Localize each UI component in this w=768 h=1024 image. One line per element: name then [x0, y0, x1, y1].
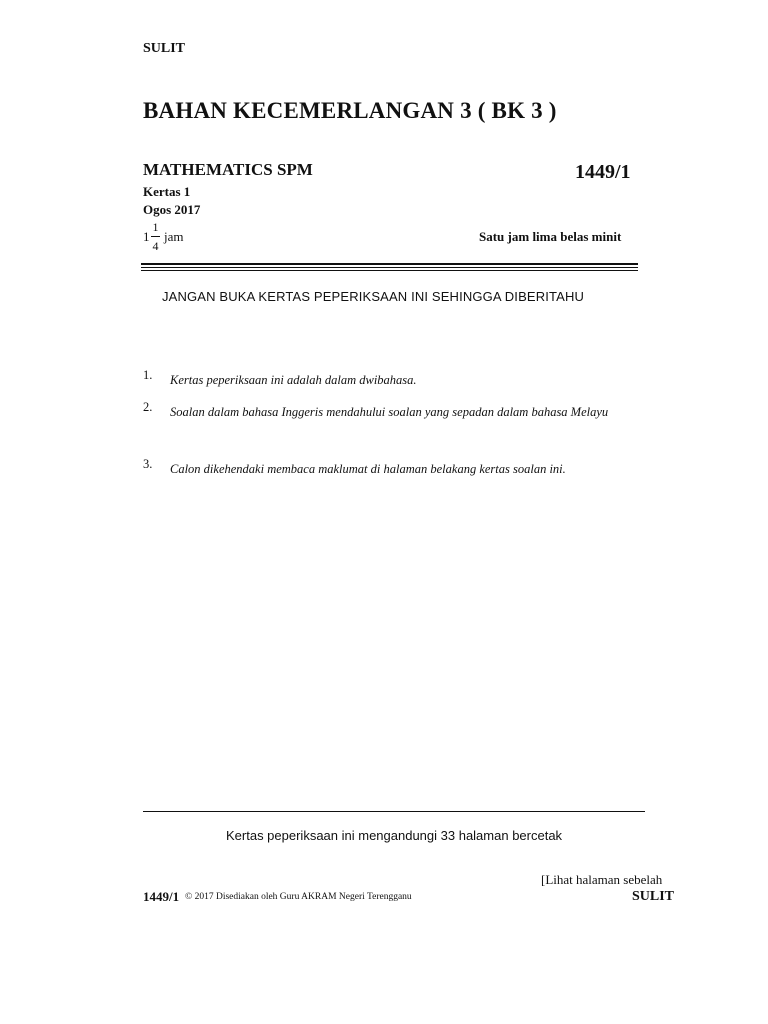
duration-fraction-part: [151, 219, 160, 254]
duration-numerator: 1: [152, 220, 159, 234]
instruction-number: 1.: [143, 368, 153, 382]
header-divider-thick: [141, 263, 638, 265]
duration-whole: 1: [143, 229, 150, 244]
footer-paper-code: 1449/1: [143, 889, 180, 904]
subject-title: MATHEMATICS SPM: [143, 160, 313, 179]
classification-label-top: SULIT: [143, 41, 186, 56]
next-page-note: [Lihat halaman sebelah: [541, 872, 663, 887]
instruction-text: Soalan dalam bahasa Inggeris mendahului soalan yang sepadan dalam bahasa Melayu: [170, 405, 609, 419]
document-title: BAHAN KECEMERLANGAN 3 ( BK 3 ): [143, 98, 557, 123]
paper-number: Kertas 1: [143, 184, 191, 199]
paper-code: 1449/1: [575, 161, 631, 183]
instruction-number: 3.: [143, 457, 153, 471]
instruction-text: Calon dikehendaki membaca maklumat di halaman belakang kertas soalan ini.: [170, 462, 566, 476]
footer-credit: © 2017 Disediakan oleh Guru AKRAM Negeri Terengganu: [185, 892, 412, 902]
page-count-note: Kertas peperiksaan ini mengandungi 33 halaman bercetak: [226, 828, 563, 843]
exam-date: Ogos 2017: [143, 202, 201, 217]
classification-label-bottom: SULIT: [632, 889, 675, 904]
duration-in-words: Satu jam lima belas minit: [479, 229, 622, 244]
duration-unit: jam: [164, 229, 184, 244]
header-divider-thin: [141, 270, 638, 271]
footer-divider: [143, 811, 645, 812]
duration-denominator: 4: [152, 239, 159, 253]
header-divider-thin: [141, 267, 638, 268]
instruction-number: 2.: [143, 400, 153, 414]
fraction-bar: [151, 236, 160, 237]
do-not-open-warning: JANGAN BUKA KERTAS PEPERIKSAAN INI SEHINGGA DIBERITAHU: [162, 289, 585, 304]
instruction-text: Kertas peperiksaan ini adalah dalam dwibahasa.: [170, 373, 417, 387]
